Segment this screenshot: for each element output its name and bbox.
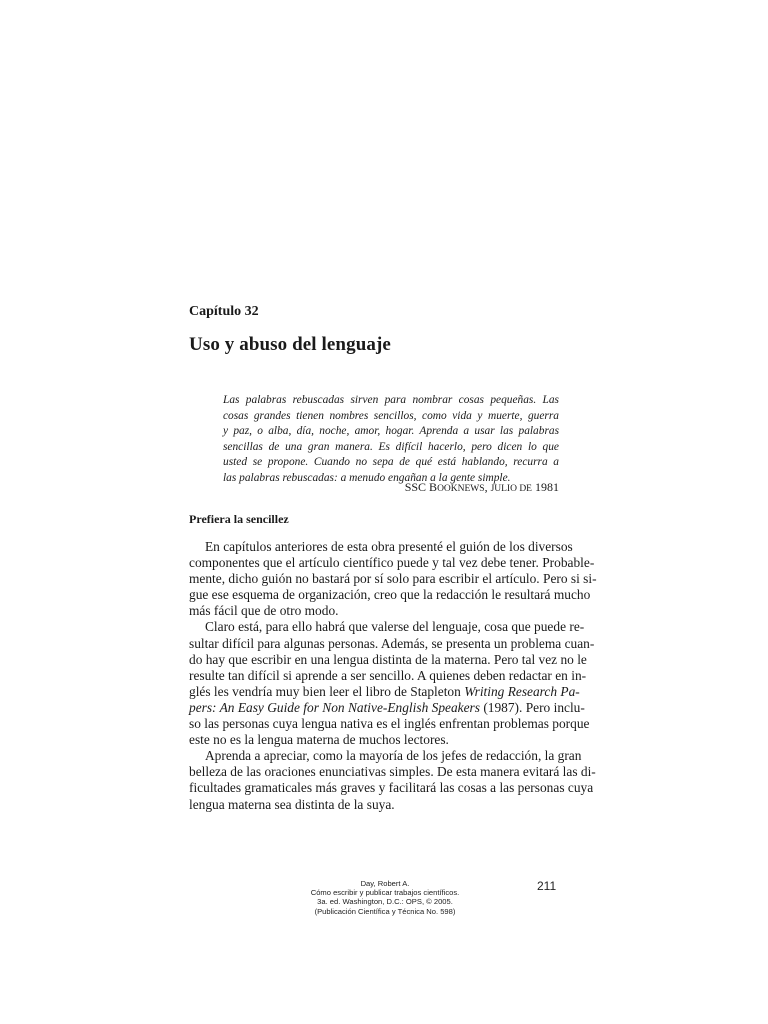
epigraph-line: usted se propone. Cuando no sepa de qué está hablando, recurra a xyxy=(223,456,559,468)
section-heading: Prefiera la sencillez xyxy=(189,512,289,526)
source-start: SSC B xyxy=(404,480,438,494)
epigraph-line: sencillas de una gran manera. Es difícil hacerlo, pero dicen lo que xyxy=(223,440,559,453)
footer-citation xyxy=(290,879,480,916)
body-line: este no es la lengua materna de muchos lectores. xyxy=(189,732,449,748)
body-line: lengua materna sea distinta de la suya. xyxy=(189,796,395,812)
body-line: mente, dicho guión no bastará por sí solo para escribir el artículo. Pero si si- xyxy=(189,571,597,587)
body-line: Aprenda a apreciar, como la mayoría de los jefes de redacción, la gran xyxy=(205,748,582,764)
citation-line: 3a. ed. Washington, D.C.: OPS, © 2005. xyxy=(317,897,453,907)
citation-line: (Publicación Científica y Técnica No. 598) xyxy=(314,906,456,916)
body-line: belleza de las oraciones enunciativas simples. De esta manera evitará las di- xyxy=(189,764,596,780)
body-line: do hay que escribir en una lengua distinta de la materna. Pero tal vez no le xyxy=(189,651,587,667)
epigraph-line: Las palabras rebuscadas sirven para nombrar cosas pequeñas. Las xyxy=(223,394,559,406)
epigraph-line: cosas grandes tienen nombres sencillos, como vida y muerte, guerra xyxy=(223,409,559,422)
body-line: En capítulos anteriores de esta obra presenté el guión de los diversos xyxy=(205,539,573,554)
chapter-title: Uso y abuso del lenguaje xyxy=(189,334,391,355)
body-line: gue ese esquema de organización, creo que la redacción le resultará mucho xyxy=(189,587,591,603)
body-line: componentes que el artículo científico puede y tal vez debe tener. Probable- xyxy=(189,555,595,571)
epigraph xyxy=(223,393,559,486)
body-line: pers: An Easy Guide for Non Native-English Speakers (1987). Pero inclu- xyxy=(189,699,585,715)
page-number: 211 xyxy=(537,879,557,893)
body-line: so las personas cuya lengua nativa es el inglés enfrentan problemas porque xyxy=(189,716,590,732)
body-text xyxy=(189,539,597,813)
citation-line: Day, Robert A. xyxy=(360,879,410,888)
body-line: más fácil que de otro modo. xyxy=(189,603,339,619)
citation-line: Cómo escribir y publicar trabajos científicos. xyxy=(310,888,460,898)
epigraph-line: las palabras rebuscadas: a menudo engañan a la gente simple. xyxy=(223,471,511,484)
body-line: Claro está, para ello habrá que valerse del lenguaje, cosa que puede re- xyxy=(205,619,585,635)
body-line: sultar difícil para algunas personas. Además, se presenta un problema cuan- xyxy=(189,635,595,651)
source-smallcaps-1: OOKNEWS xyxy=(437,484,485,494)
body-line: ficultades gramaticales más graves y facilitará las cosas a las personas cuya xyxy=(189,780,594,796)
body-line: glés les vendría muy bien leer el libro de Stapleton Writing Research Pa- xyxy=(189,683,580,699)
source-year: 1981 xyxy=(532,480,559,494)
source-middle: , xyxy=(484,480,491,494)
chapter-label: Capítulo 32 xyxy=(189,304,259,319)
epigraph-line: y paz, o alba, día, noche, amor, hogar. Aprenda a usar las palabras xyxy=(223,425,559,437)
body-line: resulte tan difícil si aprende a ser sencillo. A quienes deben redactar en in- xyxy=(189,667,587,683)
epigraph-source xyxy=(223,480,559,495)
source-smallcaps-2: JULIO DE xyxy=(490,484,532,494)
